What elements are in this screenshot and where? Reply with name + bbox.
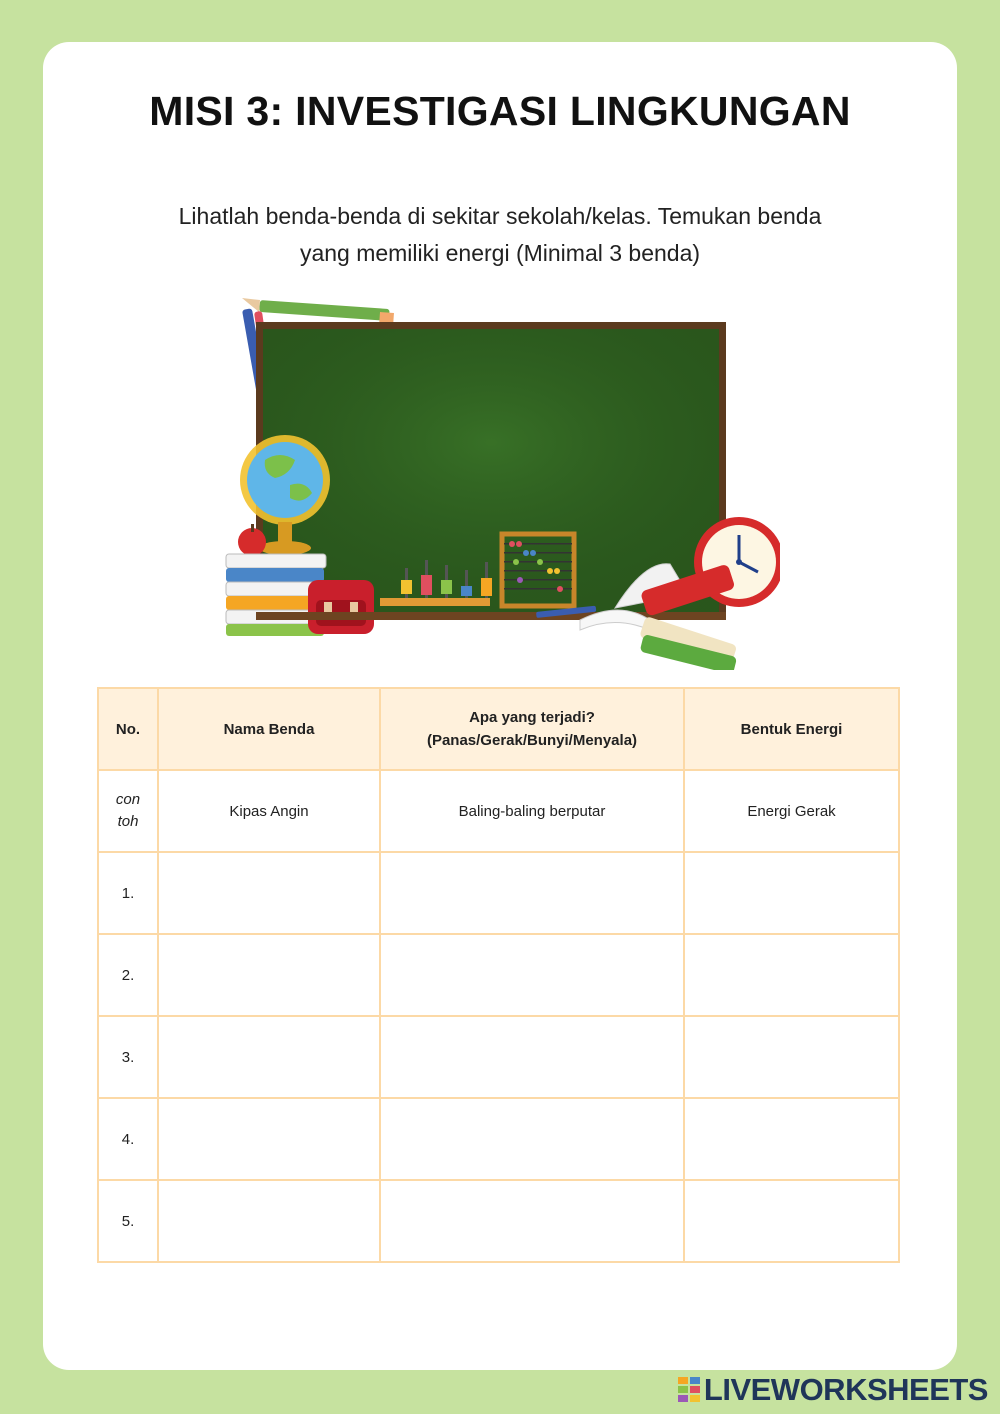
header-what-line-1: Apa yang terjadi? bbox=[469, 709, 595, 726]
example-row bbox=[98, 770, 899, 852]
what-happens-input[interactable] bbox=[380, 934, 684, 1016]
energy-form-input[interactable] bbox=[684, 1180, 899, 1262]
energy-form-input[interactable] bbox=[684, 1016, 899, 1098]
header-object-name: Nama Benda bbox=[158, 688, 380, 770]
object-name-input[interactable] bbox=[158, 852, 380, 934]
what-happens-input[interactable] bbox=[380, 852, 684, 934]
example-energy-form: Energi Gerak bbox=[684, 770, 899, 852]
object-name-input[interactable] bbox=[158, 1098, 380, 1180]
example-label bbox=[98, 770, 158, 852]
table-header-row bbox=[98, 688, 899, 770]
what-happens-input[interactable] bbox=[380, 1016, 684, 1098]
object-name-input[interactable] bbox=[158, 934, 380, 1016]
instructions bbox=[120, 198, 880, 272]
brand-name: LIVEWORKSHEETS bbox=[703, 1372, 988, 1407]
energy-form-input[interactable] bbox=[684, 1098, 899, 1180]
liveworksheets-brand[interactable] bbox=[678, 1374, 988, 1406]
table-row bbox=[98, 1098, 899, 1180]
what-happens-input[interactable] bbox=[380, 1180, 684, 1262]
row-number: 3. bbox=[98, 1016, 158, 1098]
header-energy-form: Bentuk Energi bbox=[684, 688, 899, 770]
header-no: No. bbox=[98, 688, 158, 770]
energy-investigation-table bbox=[97, 687, 900, 1263]
liveworksheets-logo-icon bbox=[678, 1377, 700, 1403]
object-name-input[interactable] bbox=[158, 1180, 380, 1262]
instruction-line-2: yang memiliki energi (Minimal 3 benda) bbox=[299, 240, 701, 266]
row-number: 2. bbox=[98, 934, 158, 1016]
what-happens-input[interactable] bbox=[380, 1098, 684, 1180]
header-what-line-2: (Panas/Gerak/Bunyi/Menyala) bbox=[426, 732, 638, 749]
table-row bbox=[98, 1016, 899, 1098]
backpack-icon bbox=[308, 580, 374, 634]
energy-form-input[interactable] bbox=[684, 934, 899, 1016]
row-number: 5. bbox=[98, 1180, 158, 1262]
header-what-happens bbox=[380, 688, 684, 770]
table-row bbox=[98, 1180, 899, 1262]
example-label-line-2: toh bbox=[117, 813, 139, 830]
table-row bbox=[98, 852, 899, 934]
page-title: MISI 3: INVESTIGASI LINGKUNGAN bbox=[149, 88, 851, 134]
example-label-line-1: con bbox=[115, 791, 141, 808]
classroom-illustration bbox=[220, 290, 780, 670]
instruction-line-1: Lihatlah benda-benda di sekitar sekolah/kelas. Temukan benda bbox=[178, 203, 822, 229]
row-number: 4. bbox=[98, 1098, 158, 1180]
example-what-happens: Baling-baling berputar bbox=[380, 770, 684, 852]
row-number: 1. bbox=[98, 852, 158, 934]
table-row bbox=[98, 934, 899, 1016]
object-name-input[interactable] bbox=[158, 1016, 380, 1098]
example-object-name: Kipas Angin bbox=[158, 770, 380, 852]
energy-form-input[interactable] bbox=[684, 852, 899, 934]
